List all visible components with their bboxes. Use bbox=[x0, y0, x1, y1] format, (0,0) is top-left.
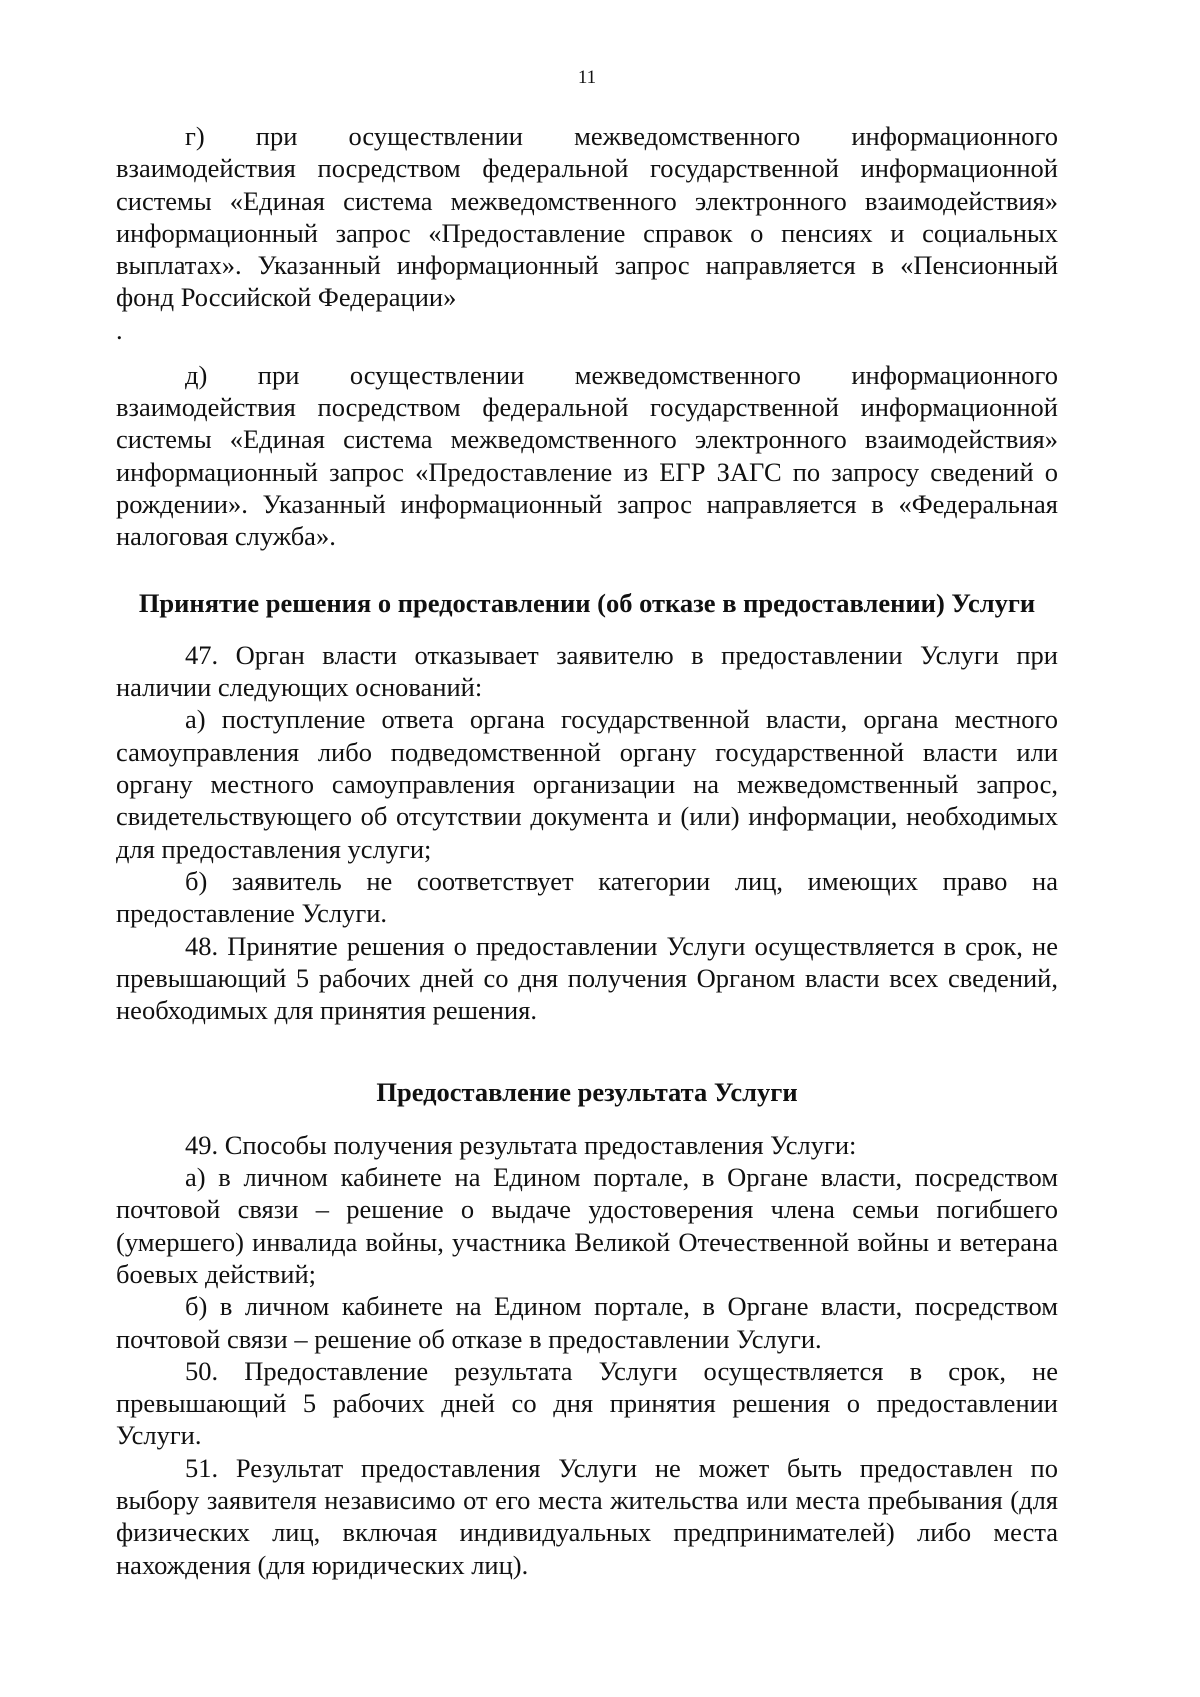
page-number: 11 bbox=[577, 67, 597, 88]
section-heading-decision: Принятие решения о предоставлении (об отказе в предоставлении) Услуги bbox=[138, 587, 1036, 618]
stray-dot: . bbox=[116, 314, 123, 345]
paragraph-47: 47. Орган власти отказывает заявителю в предоставлении Услуги при наличии следующих оснований: bbox=[116, 639, 1058, 703]
paragraph-d: д) при осуществлении межведомственного информационного взаимодействия посредством федеральной государственной информационной системы «Единая система межведомственного электронного взаимодействия» информационный запрос «Предоставление из ЕГР ЗАГС по запросу сведений о рождении». Указанный информационный запрос направляется в «Федеральная налоговая служба». bbox=[116, 359, 1058, 552]
section-heading-result: Предоставление результата Услуги bbox=[376, 1077, 798, 1108]
paragraph-g: г) при осуществлении межведомственного информационного взаимодействия посредством федеральной государственной информационной системы «Единая система межведомственного электронного взаимодействия» информационный запрос «Предоставление справок о пенсиях и социальных выплатах». Указанный информационный запрос направляется в «Пенсионный фонд Российской Федерации» bbox=[116, 121, 1058, 313]
paragraph-49-a: а) в личном кабинете на Едином портале, в Органе власти, посредством почтовой связи – решение о выдаче удостоверения члена семьи погибшего (умершего) инвалида войны, участника Великой Отечественной войны и ветерана боевых действий; bbox=[116, 1162, 1058, 1289]
paragraph-47-b: б) заявитель не соответствует категории лиц, имеющих право на предоставление Услуги. bbox=[116, 865, 1058, 929]
paragraph-48: 48. Принятие решения о предоставлении Услуги осуществляется в срок, не превышающий 5 рабочих дней со дня получения Органом власти всех сведений, необходимых для принятия решения. bbox=[116, 930, 1058, 1026]
paragraph-49-b: б) в личном кабинете на Едином портале, в Органе власти, посредством почтовой связи – решение об отказе в предоставлении Услуги. bbox=[116, 1291, 1058, 1354]
paragraph-49: 49. Способы получения результата предоставления Услуги: bbox=[185, 1129, 857, 1160]
paragraph-47-a: а) поступление ответа органа государственной власти, органа местного самоуправления либо подведомственной органу государственной власти или органу местного самоуправления организации на межведомственный запрос, свидетельствующего об отсутствии документа и (или) информации, необходимых для предоставления услуги; bbox=[116, 704, 1058, 864]
paragraph-50: 50. Предоставление результата Услуги осуществляется в срок, не превышающий 5 рабочих дней со дня принятия решения о предоставлении Услуги. bbox=[116, 1355, 1058, 1451]
paragraph-51: 51. Результат предоставления Услуги не может быть предоставлен по выбору заявителя независимо от его места жительства или места пребывания (для физических лиц, включая индивидуальных предпринимателей) либо места нахождения (для юридических лиц). bbox=[116, 1452, 1058, 1580]
